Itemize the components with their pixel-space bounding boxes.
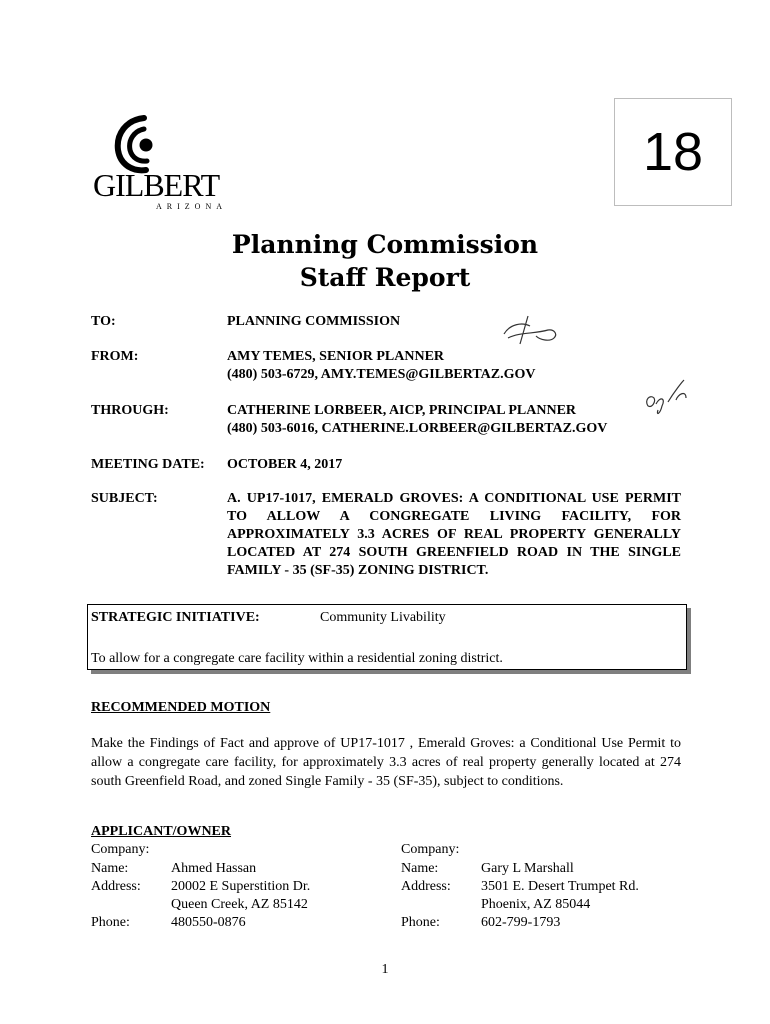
owner-phone: 602-799-1793 [481, 915, 561, 930]
report-subtitle: Staff Report [299, 263, 471, 292]
strategic-initiative-description: To allow for a congregate care facility within a residential zoning district. [91, 651, 503, 666]
through-line1: CATHERINE LORBEER, AICP, PRINCIPAL PLANNER [227, 403, 577, 418]
owner-company-label: Company: [401, 842, 460, 857]
meeting-date-value: OCTOBER 4, 2017 [227, 457, 343, 472]
from-line2: (480) 503-6729, AMY.TEMES@GILBERTAZ.GOV [227, 367, 536, 382]
through-line2: (480) 503-6016, CATHERINE.LORBEER@GILBERTAZ.GOV [227, 421, 608, 436]
to-label: TO: [91, 314, 116, 329]
to-value: PLANNING COMMISSION [227, 314, 401, 329]
applicant-address-label: Address: [91, 879, 141, 894]
strategic-initiative-label: STRATEGIC INITIATIVE: [91, 610, 260, 625]
initials-icon [642, 376, 690, 420]
applicant-name: Ahmed Hassan [171, 861, 257, 876]
owner-address-label: Address: [401, 879, 451, 894]
from-label: FROM: [91, 349, 139, 364]
applicant-address-line1: 20002 E Superstition Dr. [171, 879, 311, 894]
recommended-motion-heading: RECOMMENDED MOTION [91, 700, 271, 715]
applicant-owner-heading: APPLICANT/OWNER [91, 824, 232, 839]
through-label: THROUGH: [91, 403, 169, 418]
owner-address-line1: 3501 E. Desert Trumpet Rd. [481, 879, 639, 894]
page-number: 1 [381, 962, 389, 977]
subject-label: SUBJECT: [91, 491, 158, 506]
from-line1: AMY TEMES, SENIOR PLANNER [227, 349, 445, 364]
signature-icon [500, 312, 562, 346]
strategic-initiative-value: Community Livability [320, 610, 446, 625]
owner-name-label: Name: [401, 861, 439, 876]
recommended-motion-text: Make the Findings of Fact and approve of UP17-1017 , Emerald Groves: a Conditional Use Permit to allow a congregate care facility, for approximately 3.3 acres of real property generally located at 274 south Greenfield Road, and zoned Single Family - 35 (SF-35), subject to conditions. [91, 736, 681, 789]
applicant-phone-label: Phone: [91, 915, 130, 930]
owner-address-line2: Phoenix, AZ 85044 [481, 897, 591, 912]
report-title: Planning Commission [231, 230, 539, 259]
logo-wordmark: GILBERT [93, 167, 220, 203]
owner-name: Gary L Marshall [481, 861, 574, 876]
meeting-date-label: MEETING DATE: [91, 457, 205, 472]
applicant-company-label: Company: [91, 842, 150, 857]
applicant-phone: 480550-0876 [171, 915, 246, 930]
applicant-address-line2: Queen Creek, AZ 85142 [171, 897, 308, 912]
applicant-name-label: Name: [91, 861, 129, 876]
logo-state: ARIZONA [156, 202, 227, 211]
owner-phone-label: Phone: [401, 915, 440, 930]
agenda-number-box: 18 [614, 98, 732, 206]
subject-value: A. UP17-1017, EMERALD GROVES: A CONDITIONAL USE PERMIT TO ALLOW A CONGREGATE LIVING FACILITY, FOR APPROXIMATELY 3.3 ACRES OF REAL PROPERTY GENERALLY LOCATED AT 274 SOUTH GREENFIELD ROAD IN THE SINGLE FAMILY - 35 (SF-35) ZONING DISTRICT. [227, 491, 681, 578]
